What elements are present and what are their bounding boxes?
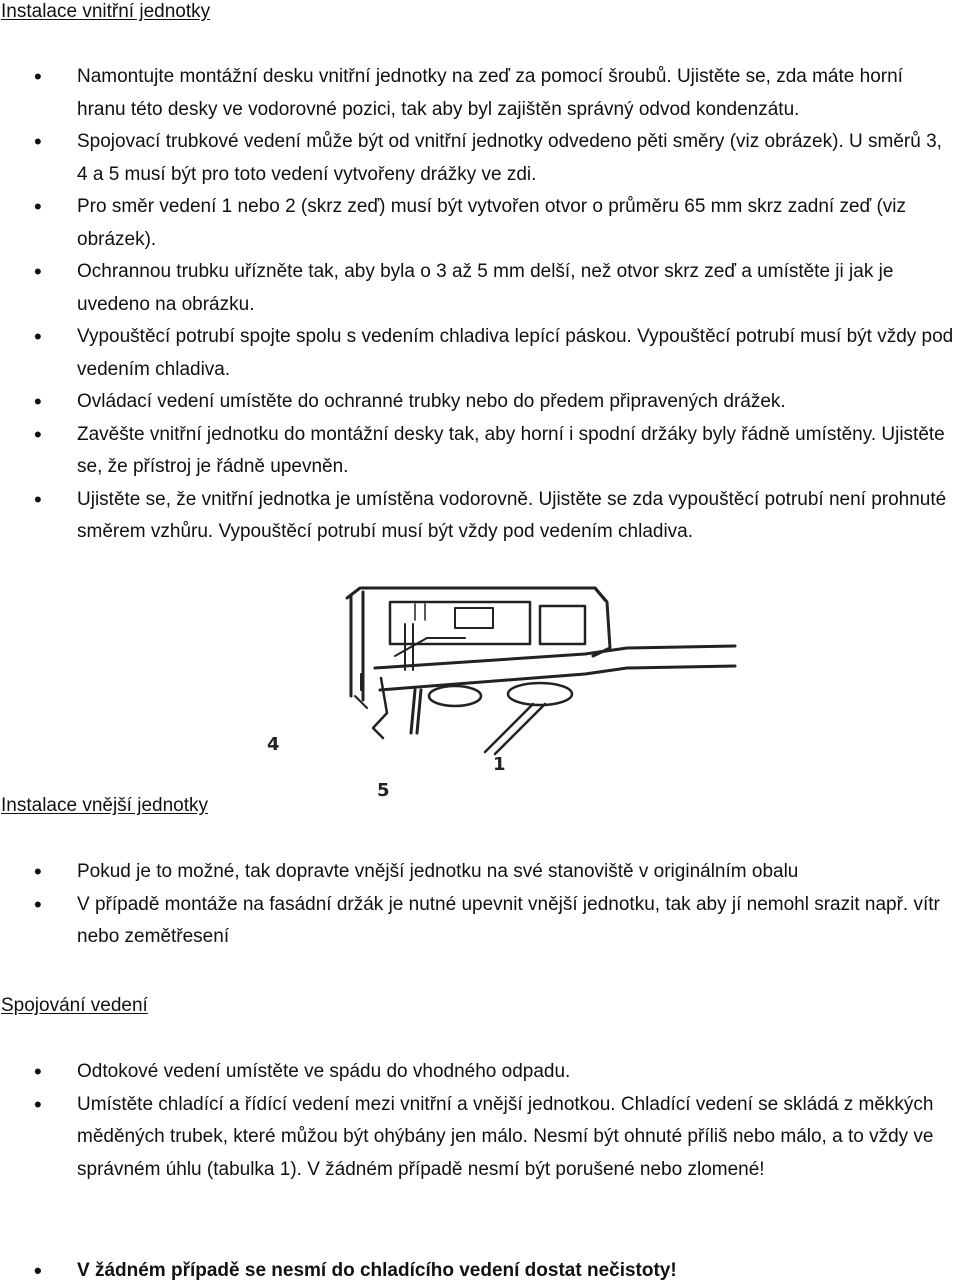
warning-list — [0, 1255, 960, 1288]
list-item: • Spojovací trubkové vedení může být od vnitřní jednotky odvedeno pěti směry (viz obrázek). U směrů 3, 4 a 5 musí být pro toto vedení vytvořeny drážky ve zdi. — [0, 126, 960, 191]
indoor-unit-piping-diagram — [255, 578, 775, 803]
list-item: • V případě montáže na fasádní držák je nutné upevnit vnější jednotku, tak aby jí nemohl srazit např. vítr nebo zemětřesení — [0, 889, 960, 954]
heading-outdoor-installation: Instalace vnější jednotky — [1, 795, 209, 816]
direction-label-5: 5 — [377, 780, 390, 801]
indoor-instructions-list — [0, 61, 960, 549]
heading-indoor-installation: Instalace vnitřní jednotky — [1, 1, 211, 22]
outdoor-instructions-list — [0, 856, 960, 954]
list-item: • Namontujte montážní desku vnitřní jednotky na zeď za pomocí šroubů. Ujistěte se, zda máte horní hranu této desky ve vodorovné pozici, tak aby byl zajištěn správný odvod kondenzátu. — [0, 61, 960, 126]
connection-instructions-list — [0, 1056, 960, 1186]
list-item: • Zavěšte vnitřní jednotku do montážní desky tak, aby horní i spodní držáky byly řádně umístěny. Ujistěte se, že přístroj je řádně upevněn. — [0, 419, 960, 484]
list-item: • Ochrannou trubku uřízněte tak, aby byla o 3 až 5 mm delší, než otvor skrz zeď a umístěte ji jak je uvedeno na obrázku. — [0, 256, 960, 321]
direction-label-4: 4 — [267, 734, 280, 755]
list-item: • Odtokové vedení umístěte ve spádu do vhodného odpadu. — [0, 1056, 960, 1089]
warning-item: • V žádném případě se nesmí do chladícího vedení dostat nečistoty! — [0, 1255, 960, 1288]
direction-label-1: 1 — [493, 754, 506, 775]
heading-line-connection: Spojování vedení — [1, 995, 148, 1016]
list-item: • Umístěte chladící a řídící vedení mezi vnitřní a vnější jednotkou. Chladící vedení se skládá z měkkých měděných trubek, které můžou být ohýbány jen málo. Nesmí být ohnuté příliš nebo málo, a to vždy ve správném úhlu (tabulka 1). V žádném případě nesmí být porušené nebo zlomené! — [0, 1089, 960, 1187]
list-item: • Vypouštěcí potrubí spojte spolu s vedením chladiva lepící páskou. Vypouštěcí potrubí musí být vždy pod vedením chladiva. — [0, 321, 960, 386]
list-item: • Ujistěte se, že vnitřní jednotka je umístěna vodorovně. Ujistěte se zda vypouštěcí potrubí není prohnuté směrem vzhůru. Vypouštěcí potrubí musí být vždy pod vedením chladiva. — [0, 484, 960, 549]
list-item: • Ovládací vedení umístěte do ochranné trubky nebo do předem připravených drážek. — [0, 386, 960, 419]
list-item: • Pokud je to možné, tak dopravte vnější jednotku na své stanoviště v originálním obalu — [0, 856, 960, 889]
list-item: • Pro směr vedení 1 nebo 2 (skrz zeď) musí být vytvořen otvor o průměru 65 mm skrz zadní zeď (viz obrázek). — [0, 191, 960, 256]
